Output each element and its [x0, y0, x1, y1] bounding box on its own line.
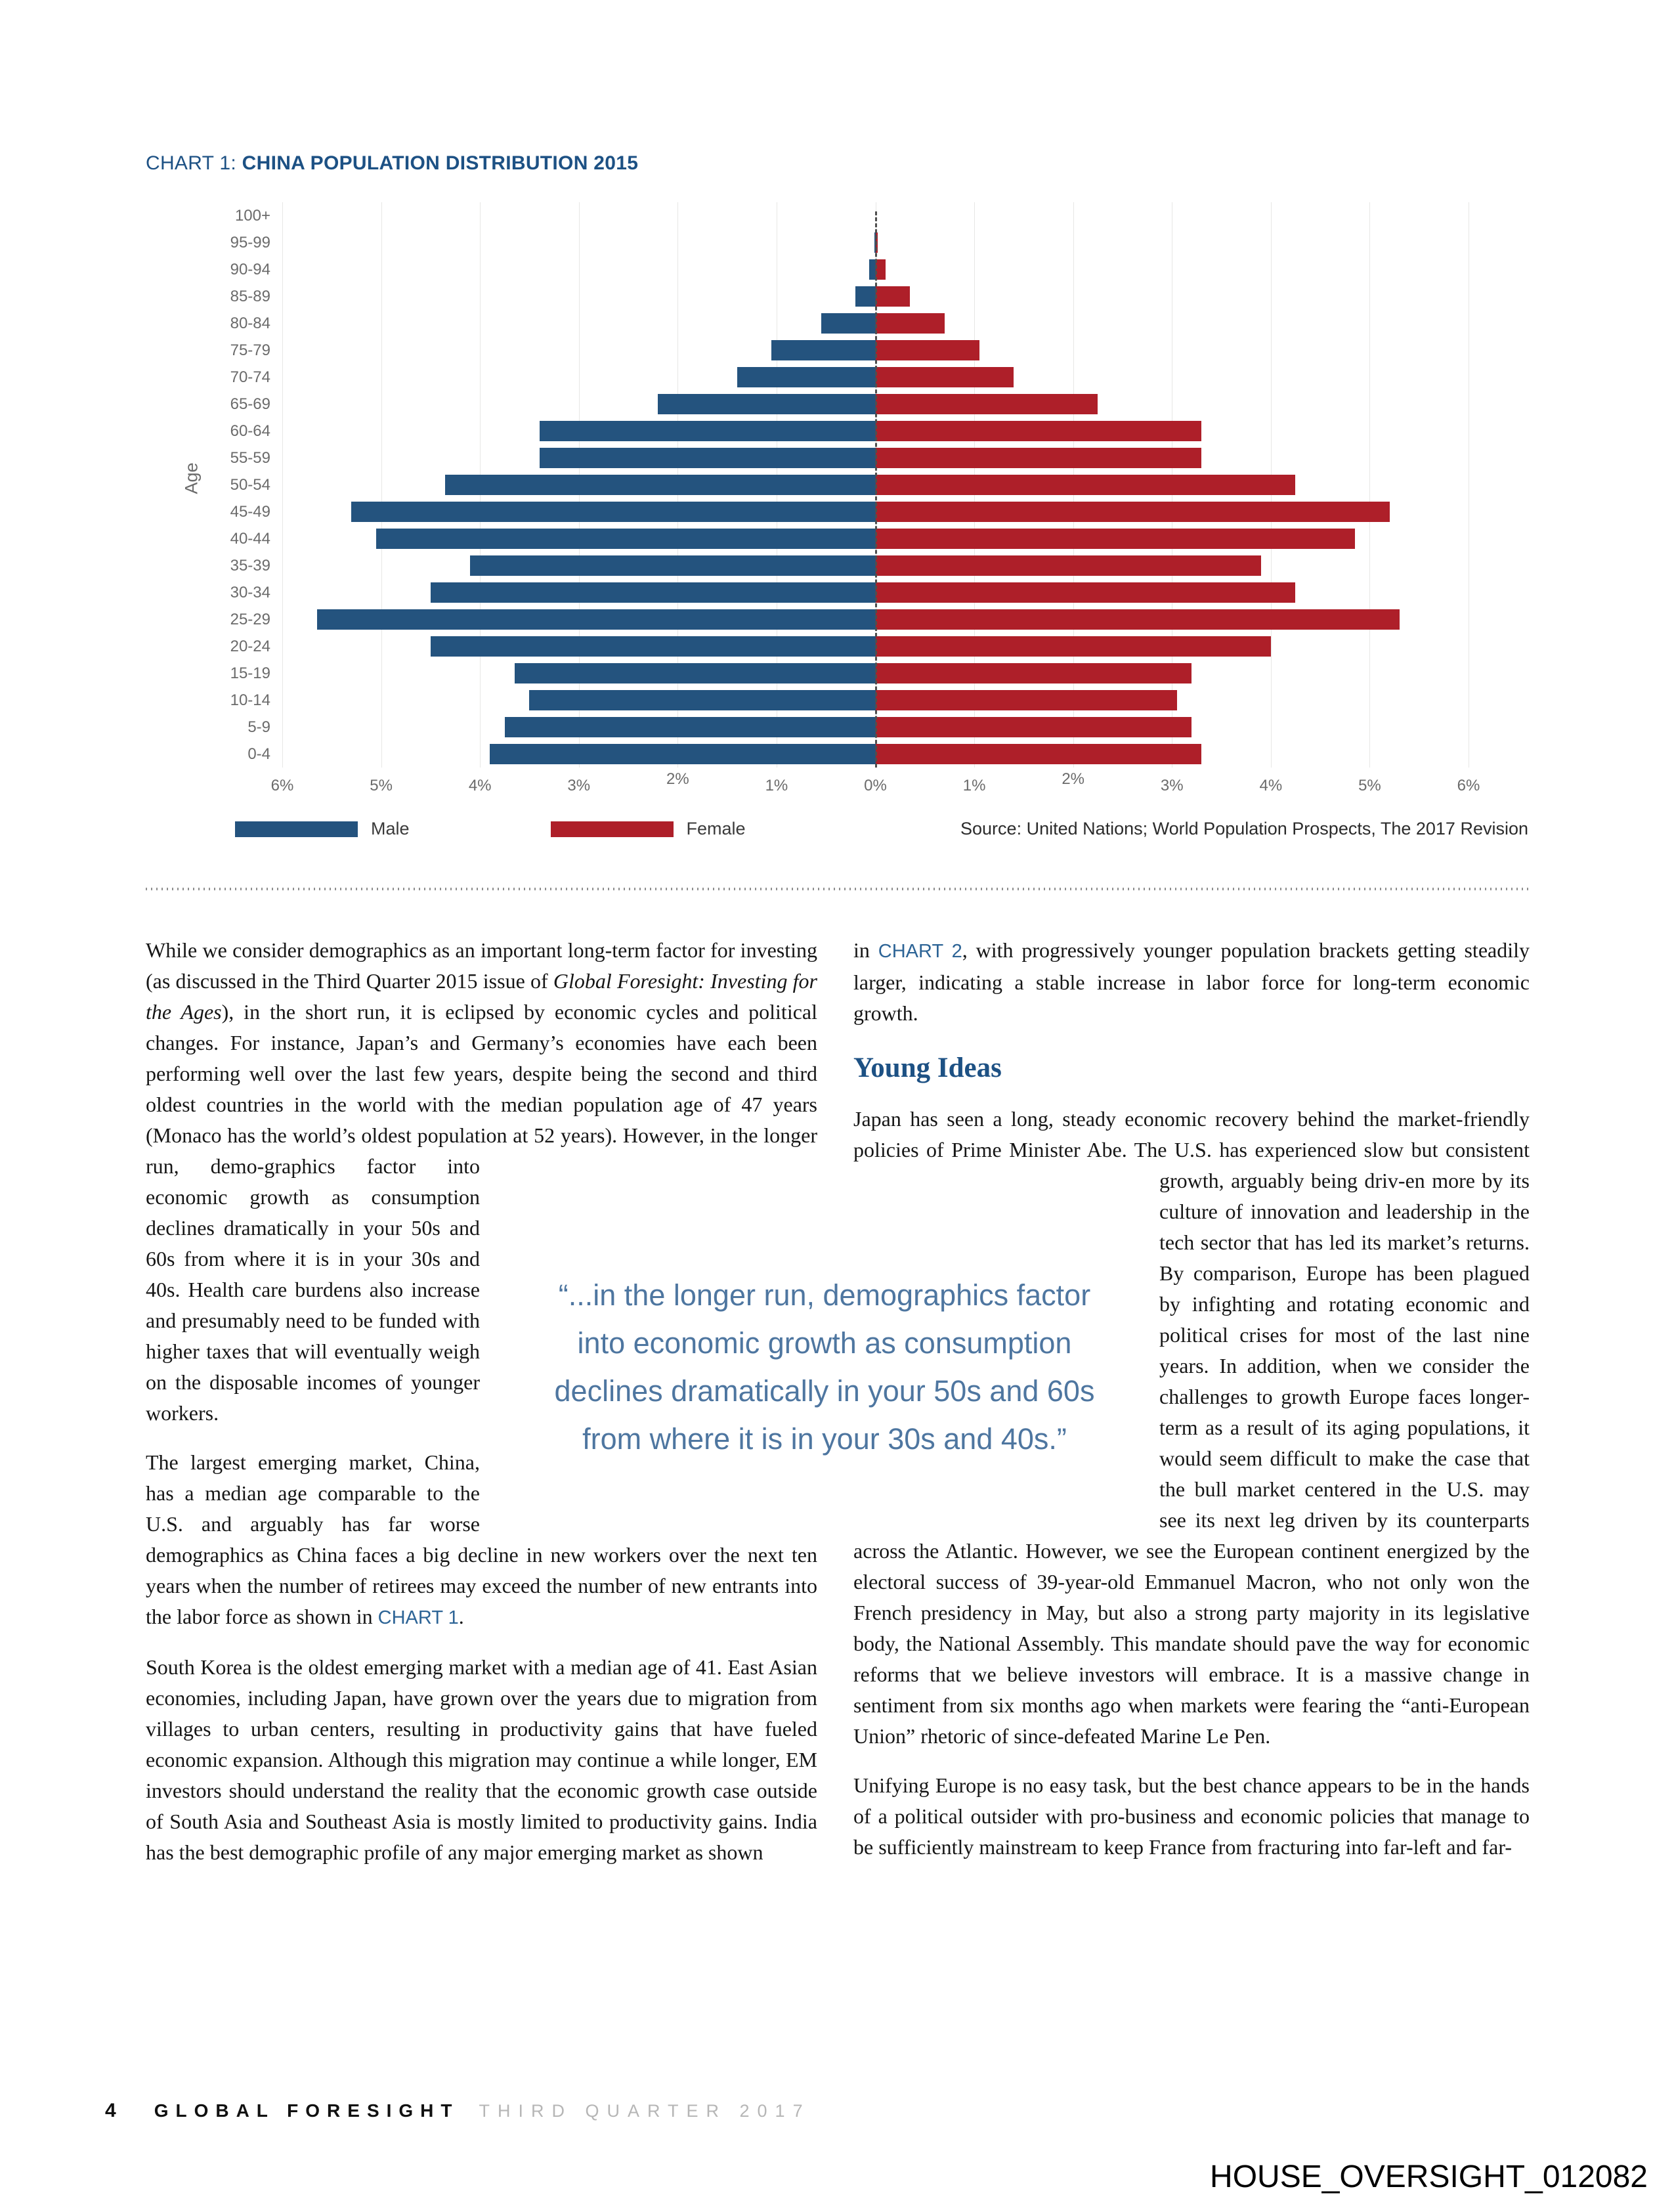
male-bar [540, 421, 876, 441]
male-bar [431, 582, 876, 603]
age-label: 65-69 [230, 395, 270, 413]
female-legend-swatch [551, 821, 674, 837]
bates-number: HOUSE_OVERSIGHT_012082 [1210, 2159, 1648, 2194]
age-label: 95-99 [230, 233, 270, 251]
section-heading: Young Ideas [853, 1052, 1002, 1083]
female-bar [876, 502, 1390, 522]
population-pyramid-chart [146, 202, 1469, 768]
female-bar [876, 744, 1202, 764]
x-axis-ticks [270, 768, 1480, 802]
age-label: 5-9 [247, 718, 270, 736]
female-bar [876, 636, 1271, 657]
male-bar [855, 286, 875, 307]
chart-reference-link[interactable]: CHART 1 [377, 1607, 459, 1628]
pull-quote: “...in the longer run, demographics factor into economic growth as consumption declines dramatically in your 50s and 60s from where it is in your 30s and 40s.” [554, 1278, 1095, 1456]
male-bar [317, 609, 876, 630]
female-bar [876, 582, 1296, 603]
female-bar [876, 421, 1202, 441]
male-bar [470, 555, 875, 576]
female-bar [876, 609, 1400, 630]
pyramid-plot-area [282, 202, 1469, 768]
age-label: 60-64 [230, 422, 270, 440]
age-label: 35-39 [230, 556, 270, 575]
age-label: 50-54 [230, 475, 270, 494]
female-bar [876, 367, 1014, 387]
male-legend-label: Male [371, 819, 410, 838]
x-tick-label: 3% [567, 777, 591, 794]
x-tick-label: 1% [962, 777, 986, 794]
female-bar [876, 717, 1192, 737]
chart-source-note: Source: United Nations; World Population Prospects, The 2017 Revision [960, 819, 1528, 838]
male-bar [540, 448, 876, 468]
age-label: 45-49 [230, 502, 270, 521]
paragraph-p3 [146, 1652, 817, 1868]
x-tick-label: 5% [1358, 777, 1381, 794]
body-text: The largest emerging market, China, has a median age comparable to the U.S. and arguably has far worse demographics as China faces a big decline in new workers over the next ten years when the number of retirees may exceed the number of new entrants into the labor force as shown in [146, 1450, 817, 1628]
body-text: in [853, 938, 878, 962]
female-bar [876, 475, 1296, 495]
body-text: ), in the short run, it is eclipsed by economic cycles and political changes. For instance, Japan’s and Germany’s economies have each been performing well over the last few years, despite being the second and third oldest countries in the world with the median population age of 47 years (Monaco has the world’s oldest population at 52 years). However, in the longer run, demo- [146, 1000, 818, 1178]
age-label: 55-59 [230, 448, 270, 467]
age-label: 100+ [234, 206, 270, 225]
age-label: 80-84 [230, 314, 270, 332]
male-bar [431, 636, 876, 657]
female-bar [876, 555, 1261, 576]
male-bar [490, 744, 875, 764]
female-legend-label: Female [686, 819, 746, 838]
chart-title-prefix: CHART 1: [146, 152, 242, 174]
chart-legend [146, 819, 1528, 839]
x-tick-label: 3% [1160, 777, 1184, 794]
male-bar [445, 475, 875, 495]
female-bar [876, 690, 1177, 710]
paragraph-p3 [853, 1770, 1530, 1863]
zero-axis-line [875, 211, 877, 768]
age-label: 90-94 [230, 260, 270, 278]
article-body [146, 935, 1530, 1886]
female-bar [876, 340, 979, 360]
age-label: 25-29 [230, 610, 270, 628]
publication-name: GLOBAL FORESIGHT [154, 2100, 460, 2121]
age-label: 85-89 [230, 287, 270, 305]
female-bar [876, 259, 886, 280]
x-tick-label: 2% [666, 770, 689, 788]
x-tick-label: 0% [864, 777, 887, 794]
female-bar [876, 286, 911, 307]
page-number: 4 [105, 2100, 116, 2121]
x-tick-label: 6% [1457, 777, 1480, 794]
age-label: 15-19 [230, 664, 270, 682]
y-axis-title: Age [181, 462, 202, 494]
female-bar [876, 313, 945, 334]
age-axis-labels [146, 202, 282, 768]
dotted-divider [146, 888, 1528, 890]
x-tick-label: 5% [370, 777, 393, 794]
page-footer [105, 2100, 811, 2122]
body-text: , with progressively younger population brackets getting steadily larger, indicating a stable increase in labor force for long-term economic growth. [853, 938, 1530, 1025]
body-text: South Korea is the oldest emerging market with a median age of 41. East Asian economies, including Japan, have grown over the years due to migration from villages to urban centers, resulting in productivity gains that have fueled economic expansion. Although this migration may continue a while longer, EM investors should understand the reality that the economic growth case outside of South Asia and Southeast Asia is mostly limited to productivity gains. India has the best demographic profile of any major emerging market as shown [146, 1655, 817, 1864]
male-bar [737, 367, 876, 387]
age-label: 10-14 [230, 691, 270, 709]
x-tick-label: 1% [765, 777, 788, 794]
paragraph-p1 [853, 935, 1530, 1029]
body-text: . [458, 1605, 464, 1628]
chart-reference-link[interactable]: CHART 2 [878, 941, 962, 962]
body-text: Japan has seen a long, steady economic recovery behind the market-friendly policies of Prime Minister Abe. The U.S. has experienced slow but consistent growth, arguably being driv- [853, 1107, 1530, 1192]
male-bar [771, 340, 875, 360]
chart-title [146, 152, 1528, 175]
x-tick-label: 6% [270, 777, 294, 794]
female-bar [876, 663, 1192, 683]
male-legend-swatch [235, 821, 358, 837]
age-label: 20-24 [230, 637, 270, 655]
male-bar [351, 502, 875, 522]
x-tick-label: 4% [1259, 777, 1283, 794]
male-bar [515, 663, 876, 683]
age-label: 70-74 [230, 368, 270, 386]
female-bar [876, 529, 1355, 549]
age-label: 0-4 [247, 745, 270, 763]
male-bar [376, 529, 875, 549]
age-label: 75-79 [230, 341, 270, 359]
female-bar [876, 448, 1202, 468]
age-label: 30-34 [230, 583, 270, 601]
x-tick-label: 4% [468, 777, 492, 794]
chart-section [146, 152, 1528, 839]
body-text: While we consider demographics as an important long-term factor for investing (as discussed in the Third Quarter 2015 issue of [146, 938, 817, 993]
male-bar [505, 717, 876, 737]
body-text: graphics factor into economic growth as consumption declines dramatically in your 50s and 60s from where it is in your 30s and 40s. Health care burdens also increase and presumably need to be funded with higher taxes that will eventually weigh on the disposable incomes of younger workers. [146, 1154, 481, 1425]
female-bar [876, 394, 1098, 414]
male-bar [529, 690, 875, 710]
male-bar [821, 313, 876, 334]
issue-label: THIRD QUARTER 2017 [479, 2101, 811, 2121]
italic-text: Global Foresight: Investing for the Ages [146, 969, 818, 1024]
chart-title-main: CHINA POPULATION DISTRIBUTION 2015 [242, 152, 639, 174]
age-label: 40-44 [230, 529, 270, 548]
body-text: en more by its culture of innovation and leadership in the tech sector that has led its market’s returns. By comparison, Europe has been plagued by infighting and rotating economic and political crises for most of the last nine years. In addition, when we consider the challenges to growth Europe faces longer-term as a result of its aging populations, it would seem difficult to make the case that the bull market centered in the U.S. may see its next leg driven by its counterparts across the Atlantic. However, we see the European continent energized by the electoral success of 39-year-old Emmanuel Macron, who not only won the French presidency in May, but also a strong party majority in its legislative body, the National Assembly. This mandate should pave the way for economic reforms that we believe investors will embrace. It is a massive change in sentiment from six months ago when markets were fearing the “anti-European Union” rhetoric of since-defeated Marine Le Pen. [853, 1169, 1530, 1748]
body-text: Unifying Europe is no easy task, but the best chance appears to be in the hands of a political outsider with pro-business and economic policies that manage to be sufficiently mainstream to keep France from fracturing into far-left and far- [853, 1773, 1530, 1859]
x-tick-label: 2% [1062, 770, 1084, 788]
male-bar [658, 394, 875, 414]
